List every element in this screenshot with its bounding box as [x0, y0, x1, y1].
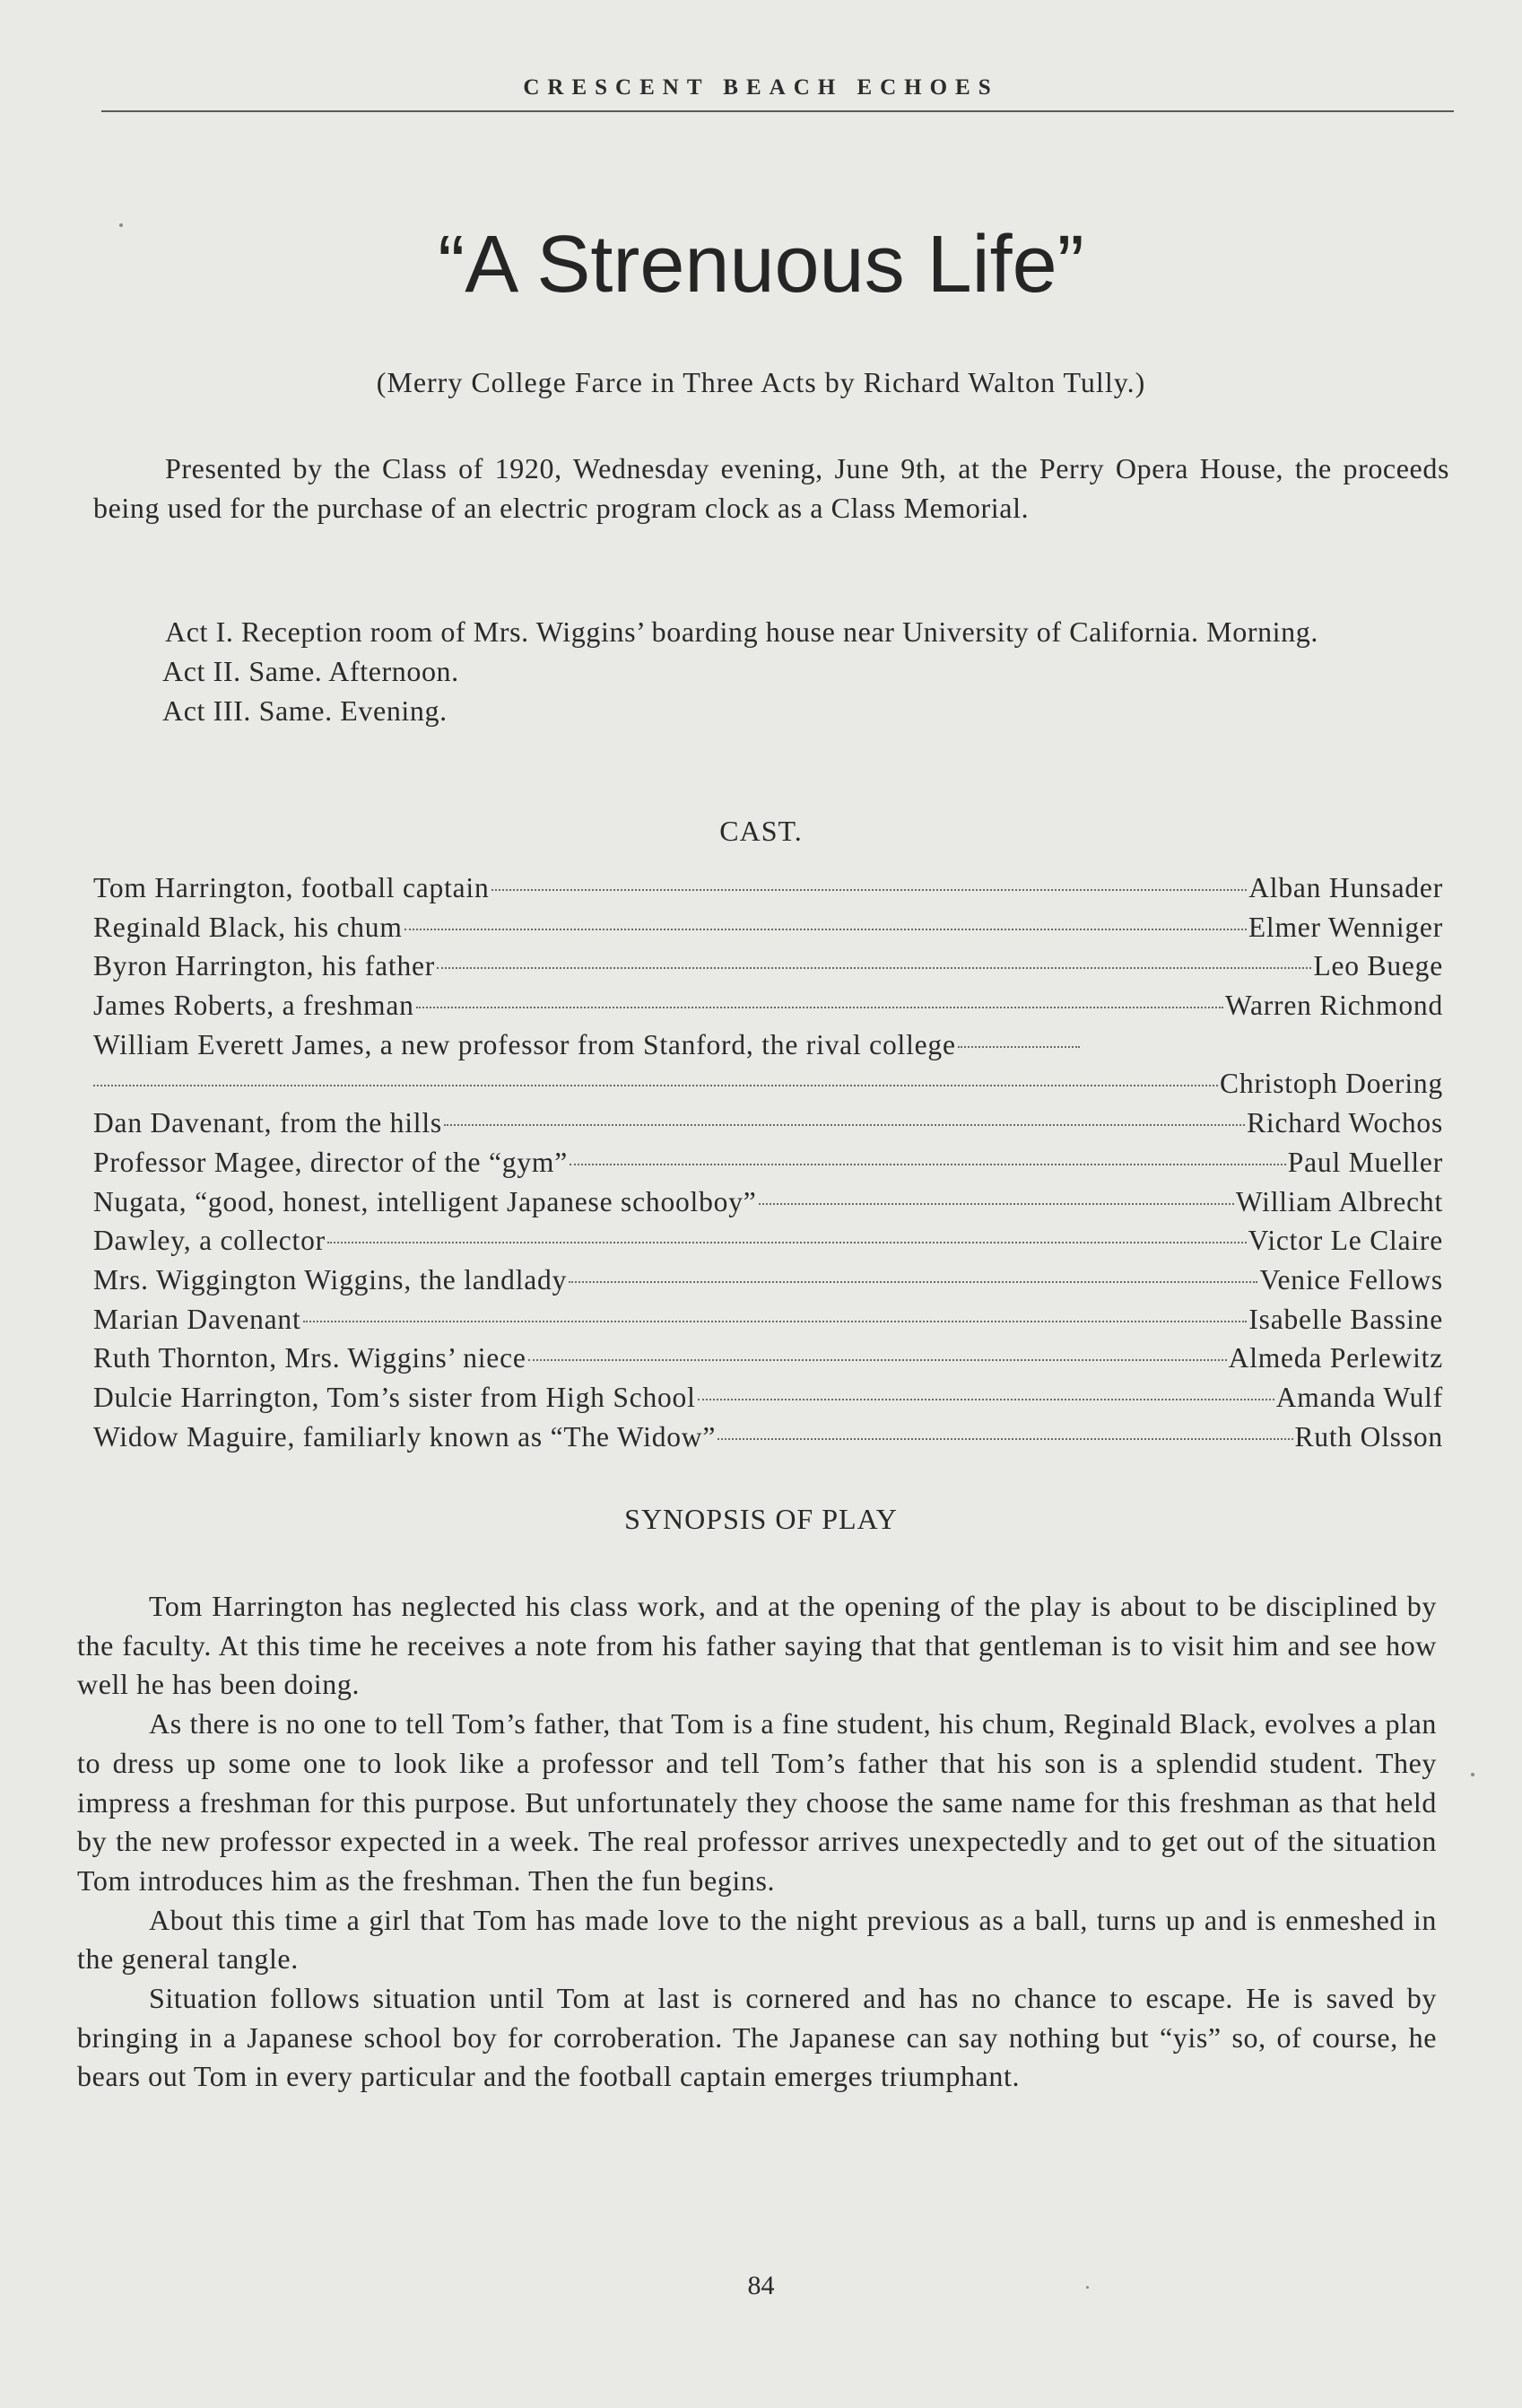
cast-actor: Warren Richmond	[1224, 990, 1443, 1022]
dot-leader	[718, 1438, 1292, 1440]
paper-speck	[119, 223, 123, 227]
cast-actor: Almeda Perlewitz	[1228, 1342, 1443, 1374]
presentation-text: Presented by the Class of 1920, Wednesday evening, June 9th, at the Perry Opera House, the proceeds being used for the purchase of an electric program clock as a Class Memorial.	[93, 452, 1449, 524]
cast-role: James Roberts, a freshman	[93, 990, 414, 1022]
cast-actor: Ruth Olsson	[1294, 1420, 1443, 1453]
cast-role: Professor Magee, director of the “gym”	[93, 1146, 568, 1178]
dot-leader	[444, 1124, 1245, 1126]
cast-role: Dulcie Harrington, Tom’s sister from High School	[93, 1381, 696, 1413]
cast-row	[93, 1182, 1443, 1222]
cast-row	[93, 868, 1443, 908]
synopsis-paragraph: Situation follows situation until Tom at last is cornered and has no chance to escape. He is saved by bringing in a Japanese school boy for corroberation. The Japanese can say nothing but “yis” so, of course, he bears out Tom in every particular and the football captain emerges triumphant.	[77, 1982, 1437, 2093]
subtitle: (Merry College Farce in Three Acts by Richard Walton Tully.)	[376, 366, 1146, 398]
dot-leader	[698, 1399, 1274, 1400]
paper-speck	[1471, 1773, 1474, 1776]
cast-actor: Leo Buege	[1313, 950, 1443, 982]
cast-list	[93, 868, 1443, 1456]
cast-actor: Alban Hunsader	[1248, 872, 1443, 903]
dot-leader	[303, 1321, 1248, 1322]
cast-role: Mrs. Wiggington Wiggins, the landlady	[93, 1263, 568, 1296]
dot-leader	[759, 1203, 1234, 1205]
dot-leader	[404, 929, 1247, 930]
cast-row	[93, 1025, 1443, 1065]
cast-row	[93, 1378, 1443, 1418]
dot-leader	[958, 1046, 1080, 1048]
act-three: Act III. Same. Evening.	[162, 694, 448, 727]
page-number: 84	[747, 2271, 775, 2300]
dot-leader	[528, 1359, 1227, 1361]
cast-row	[93, 986, 1443, 1025]
cast-actor: Isabelle Bassine	[1248, 1303, 1443, 1335]
dot-leader	[327, 1242, 1247, 1243]
running-head: CRESCENT BEACH ECHOES	[523, 75, 999, 100]
cast-row	[93, 1339, 1443, 1378]
cast-row	[93, 908, 1443, 947]
presentation-paragraph	[93, 449, 1449, 528]
cast-role: Dan Davenant, from the hills	[93, 1107, 442, 1139]
cast-actor: Victor Le Claire	[1248, 1225, 1443, 1257]
cast-role: Ruth Thornton, Mrs. Wiggins’ niece	[93, 1342, 526, 1374]
cast-role: William Everett James, a new professor from Stanford, the rival college	[93, 1028, 956, 1060]
cast-row	[93, 1143, 1443, 1182]
paper-speck	[1086, 2286, 1089, 2289]
cast-actor: Paul Mueller	[1287, 1146, 1443, 1178]
cast-role: Dawley, a collector	[93, 1225, 326, 1257]
dot-leader	[570, 1164, 1286, 1165]
cast-row	[93, 1221, 1443, 1261]
act-two: Act II. Same. Afternoon.	[162, 655, 459, 687]
synopsis-paragraph: As there is no one to tell Tom’s father, that Tom is a fine student, his chum, Reginald Black, evolves a plan to dress up some one to look like a professor and tell Tom’s father that his son is a splendid student. They impress a freshman for this purpose. But unfortunately they choose the same name for this freshman as that held by the new professor expected in a week. The real professor arrives unexpectedly and to get out of the situation Tom introduces him as the freshman. Then the fun begins.	[77, 1707, 1437, 1897]
cast-row	[93, 1261, 1443, 1300]
cast-row	[93, 947, 1443, 986]
acts-list	[93, 612, 1449, 730]
dot-leader	[416, 1007, 1223, 1008]
cast-actor: Elmer Wenniger	[1248, 911, 1443, 943]
cast-role: Nugata, “good, honest, intelligent Japanese schoolboy”	[93, 1185, 757, 1217]
dot-leader	[569, 1281, 1257, 1283]
cast-role: Byron Harrington, his father	[93, 950, 436, 982]
cast-actor: Richard Wochos	[1247, 1107, 1443, 1139]
cast-row	[93, 1300, 1443, 1339]
cast-actor: William Albrecht	[1235, 1185, 1443, 1217]
synopsis-paragraph: Tom Harrington has neglected his class work, and at the opening of the play is about to be disciplined by the faculty. At this time he receives a note from his father saying that that gentleman is to visit him and see how well he has been doing.	[77, 1590, 1437, 1701]
synopsis-body	[77, 1587, 1437, 2097]
cast-role: Widow Maguire, familiarly known as “The Widow”	[93, 1420, 717, 1453]
cast-actor: Venice Fellows	[1259, 1263, 1443, 1296]
cast-role: Tom Harrington, football captain	[93, 872, 490, 903]
cast-row	[93, 1104, 1443, 1143]
cast-role: Marian Davenant	[93, 1303, 301, 1335]
synopsis-heading: SYNOPSIS OF PLAY	[624, 1503, 898, 1535]
cast-row	[93, 1418, 1443, 1457]
dot-leader	[491, 889, 1248, 891]
cast-actor: Amanda Wulf	[1275, 1381, 1443, 1413]
dot-leader	[437, 967, 1311, 969]
cast-role: Reginald Black, his chum	[93, 911, 403, 943]
header-rule	[101, 110, 1454, 112]
dot-leader	[93, 1085, 1218, 1086]
synopsis-paragraph: About this time a girl that Tom has made love to the night previous as a ball, turns up and is enmeshed in the general tangle.	[77, 1903, 1437, 1976]
cast-heading: CAST.	[719, 815, 803, 847]
page-title: “A Strenuous Life”	[438, 220, 1084, 310]
cast-row-continuation	[93, 1064, 1443, 1104]
cast-actor: Christoph Doering	[1220, 1068, 1443, 1100]
act-one: Act I. Reception room of Mrs. Wiggins’ boarding house near University of California. Morning.	[165, 615, 1318, 648]
